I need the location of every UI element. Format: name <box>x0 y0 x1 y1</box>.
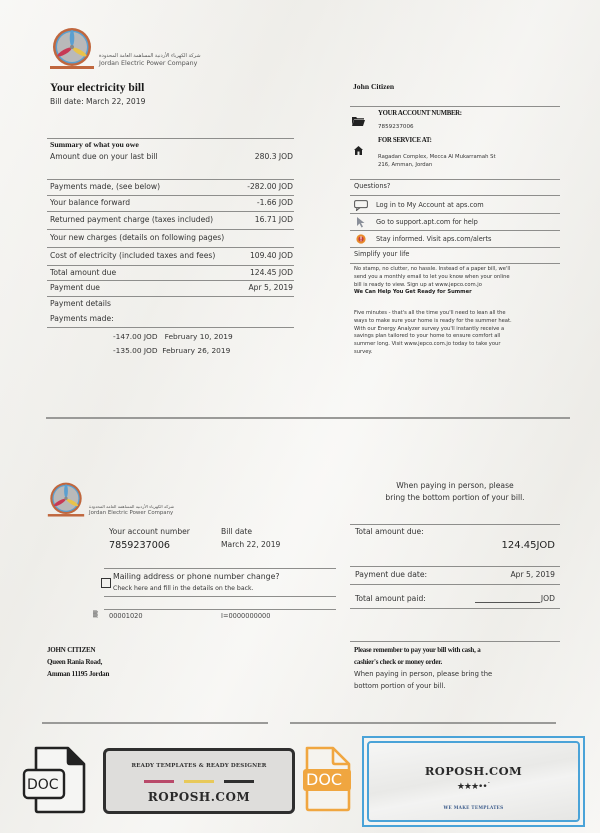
help-item-alerts[interactable] <box>353 231 558 247</box>
divider <box>350 106 560 107</box>
summary-row-total <box>50 266 293 279</box>
in-person-note <box>350 480 560 504</box>
divider <box>47 229 294 230</box>
divider <box>350 247 560 248</box>
alert-badge-icon <box>353 233 368 245</box>
payments-made-label: Payments made: <box>50 314 114 323</box>
reminder-line: bottom portion of your bill. <box>354 682 446 690</box>
summary-row-due <box>50 281 293 294</box>
paragraph-line: ways to make sure your home is ready for the summer heat. <box>354 317 512 324</box>
color-bar <box>224 780 254 783</box>
company-name-english: Jordan Electric Power Company <box>99 60 198 67</box>
summary-row <box>50 213 293 226</box>
service-label: FOR SERVICE AT: <box>378 137 432 144</box>
divider <box>350 179 560 180</box>
mailing-line: Amman 11195 Jordan <box>47 670 110 678</box>
badge-site: ROPOSH.COM <box>424 764 523 778</box>
payment-reminder <box>354 644 564 692</box>
reminder-bold-line: cashier's check or money order. <box>354 658 443 666</box>
summary-row-label: Cost of electricity (included taxes and fees) <box>50 251 216 260</box>
summary-row-value: Apr 5, 2019 <box>248 283 293 292</box>
stub-due-date-value: Apr 5, 2019 <box>510 570 555 579</box>
questions-heading: Questions? <box>354 182 391 190</box>
stub-due-date-label: Payment due date: <box>355 570 428 579</box>
house-icon <box>354 140 363 159</box>
summary-row-value: -282.00 JOD <box>247 182 293 191</box>
company-name-arabic: شركة الكهرباء الأردنية المساهمة العامة المحدودة <box>99 53 201 59</box>
company-name-arabic: شركة الكهرباء الأردنية المساهمة العامة المحدودة <box>89 504 175 509</box>
summary-row <box>50 180 293 193</box>
paragraph-line: savings plan tailored to your home to ensure comfort all <box>354 333 501 340</box>
summer-subheading: We Can Help You Get Ready for Summer <box>354 289 472 296</box>
help-item-text: Stay informed. Visit aps.com/alerts <box>376 235 492 243</box>
service-address-line: Ragadan Complex, Mecca Al Mukarramah St <box>378 154 496 160</box>
footer-divider <box>290 722 556 724</box>
divider <box>47 247 294 248</box>
summer-paragraph <box>354 310 559 357</box>
help-item-text: Go to support.apt.com for help <box>376 218 478 226</box>
color-bar <box>144 780 174 783</box>
doc-file-icon-orange[interactable] <box>303 746 351 816</box>
badge-tagline: READY TEMPLATES & READY DESIGNER <box>131 763 267 769</box>
summary-row-value: 16.71 JOD <box>254 215 293 224</box>
divider <box>47 138 294 139</box>
doc-icon-label: DOC <box>27 777 59 793</box>
scan-code-1: 00001020 <box>109 612 143 620</box>
paragraph-line: Five minutes - that's all the time you'll need to lean all the <box>354 310 506 316</box>
account-number-label: YOUR ACCOUNT NUMBER: <box>378 110 462 117</box>
mailing-name: JOHN CITIZEN <box>47 646 96 654</box>
divider <box>350 608 560 609</box>
company-name-english: Jordan Electric Power Company <box>89 510 174 516</box>
checkbox-box[interactable] <box>101 578 111 588</box>
payment-details-label: Payment details <box>50 299 111 308</box>
color-bars <box>144 780 254 783</box>
divider <box>104 609 336 610</box>
summary-row-label: Amount due on your last bill <box>50 152 158 161</box>
summary-row-value: 124.45 JOD <box>249 268 293 277</box>
cursor-click-icon <box>353 216 368 228</box>
service-address <box>378 153 496 169</box>
payment-amount: -147.00 JOD <box>113 332 158 341</box>
amount-paid-input[interactable] <box>475 594 540 603</box>
stub-paid-currency: JOD <box>540 594 555 603</box>
paperless-paragraph <box>354 266 559 297</box>
summary-heading: Summary of what you owe <box>50 140 139 149</box>
payment-date: February 10, 2019 <box>164 332 233 341</box>
summary-row-label: Returned payment charge (taxes included) <box>50 215 214 224</box>
divider <box>350 263 560 264</box>
scan-marker: ▒ <box>93 611 98 618</box>
divider <box>350 524 560 525</box>
color-bar <box>184 780 214 783</box>
stub-total-due-value: 124.45JOD <box>501 540 555 551</box>
summary-row-value: 280.3 JOD <box>254 152 293 161</box>
summary-row-label: Your balance forward <box>50 198 131 207</box>
doc-file-icon-black[interactable] <box>22 746 86 818</box>
doc-icon-label: DOC <box>306 770 343 789</box>
stub-account-number-label: Your account number <box>109 527 190 536</box>
power-fan-logo-icon <box>48 26 96 72</box>
paragraph-line: With our Energy Analyzer survey you'll instantly receive a <box>354 325 505 332</box>
summary-row-label: Total amount due <box>50 268 117 277</box>
paragraph-line: No stamp, no clutter, no hassle. Instead of a paper bill, we'll <box>354 266 511 272</box>
roposh-banner-badge[interactable] <box>103 748 295 814</box>
stub-paid-label: Total amount paid: <box>355 594 426 603</box>
paragraph-line: survey. <box>354 348 373 355</box>
summary-row-label: Your new charges (details on following pages) <box>50 233 225 242</box>
payment-date: February 26, 2019 <box>162 346 231 355</box>
chat-bubble-icon <box>353 199 368 211</box>
summary-row-label: Payments made, (see below) <box>50 182 161 191</box>
divider <box>350 584 560 585</box>
rating-stars-icon: ★★★••˙ <box>456 782 491 792</box>
paragraph-line: bill is ready to view. Sign up at www.jepco.com.jo <box>354 281 482 288</box>
service-address-line: 216, Amman, Jordan <box>378 162 433 168</box>
divider <box>47 327 294 328</box>
paragraph-line: send you a monthly email to let you know when your online <box>354 273 510 280</box>
reminder-line: When paying in person, please bring the <box>354 670 493 678</box>
footer-divider <box>42 722 268 724</box>
divider <box>350 566 560 567</box>
address-change-label: Mailing address or phone number change? <box>113 572 280 581</box>
simplify-heading: Simplify your life <box>354 250 410 258</box>
note-line: When paying in person, please <box>396 481 514 490</box>
note-line: bring the bottom portion of your bill. <box>385 493 525 502</box>
reminder-bold-line: Please remember to pay your bill with cash, a <box>354 646 481 654</box>
stub-bill-date-label: Bill date <box>221 527 253 536</box>
folder-icon <box>352 111 365 130</box>
help-item-my-account[interactable] <box>353 197 558 213</box>
address-change-hint: Check here and fill in the details on the back. <box>113 585 254 592</box>
mailing-line: Queen Rania Road, <box>47 658 103 666</box>
tear-off-line <box>46 417 570 419</box>
summary-row-label: Payment due <box>50 283 100 292</box>
stub-total-due-label: Total amount due: <box>355 527 424 536</box>
paragraph-line: summer long. Visit www.jepco.com.jo today to take your <box>354 341 501 348</box>
summary-row <box>50 150 293 163</box>
scan-code-2: I=0000000000 <box>221 612 271 620</box>
payment-entry <box>113 332 233 341</box>
summary-row-value: -1.66 JOD <box>256 198 293 207</box>
roposh-stamp-badge[interactable] <box>362 736 585 827</box>
address-change-checkbox[interactable] <box>101 573 111 592</box>
summary-row <box>50 249 293 262</box>
stub-account-number: 7859237006 <box>109 540 171 551</box>
help-item-text: Log in to My Account at aps.com <box>376 201 484 209</box>
company-logo <box>48 26 201 72</box>
stub-due-date-row <box>355 570 555 579</box>
help-item-support[interactable] <box>353 214 558 230</box>
payment-amount: -135.00 JOD <box>113 346 158 355</box>
account-number: 7859237006 <box>378 124 414 130</box>
divider <box>47 296 294 297</box>
divider <box>350 195 560 196</box>
power-fan-logo-icon <box>46 481 86 519</box>
summary-row <box>50 231 293 244</box>
divider <box>350 641 560 642</box>
customer-name: John Citizen <box>353 82 395 91</box>
summary-row-value: 109.40 JOD <box>249 251 293 260</box>
mailing-address <box>47 644 109 680</box>
summary-row <box>50 196 293 209</box>
bill-date: Bill date: March 22, 2019 <box>50 97 146 106</box>
stub-paid-row <box>355 594 555 603</box>
divider <box>104 596 336 597</box>
divider <box>47 211 294 212</box>
payment-entry <box>113 346 230 355</box>
badge-site: ROPOSH.COM <box>147 790 251 804</box>
stub-bill-date: March 22, 2019 <box>221 540 281 549</box>
bill-title: Your electricity bill <box>50 82 145 94</box>
stub-company-logo <box>46 481 174 519</box>
badge-tagline: WE MAKE TEMPLATES <box>443 805 504 810</box>
divider <box>104 568 336 569</box>
